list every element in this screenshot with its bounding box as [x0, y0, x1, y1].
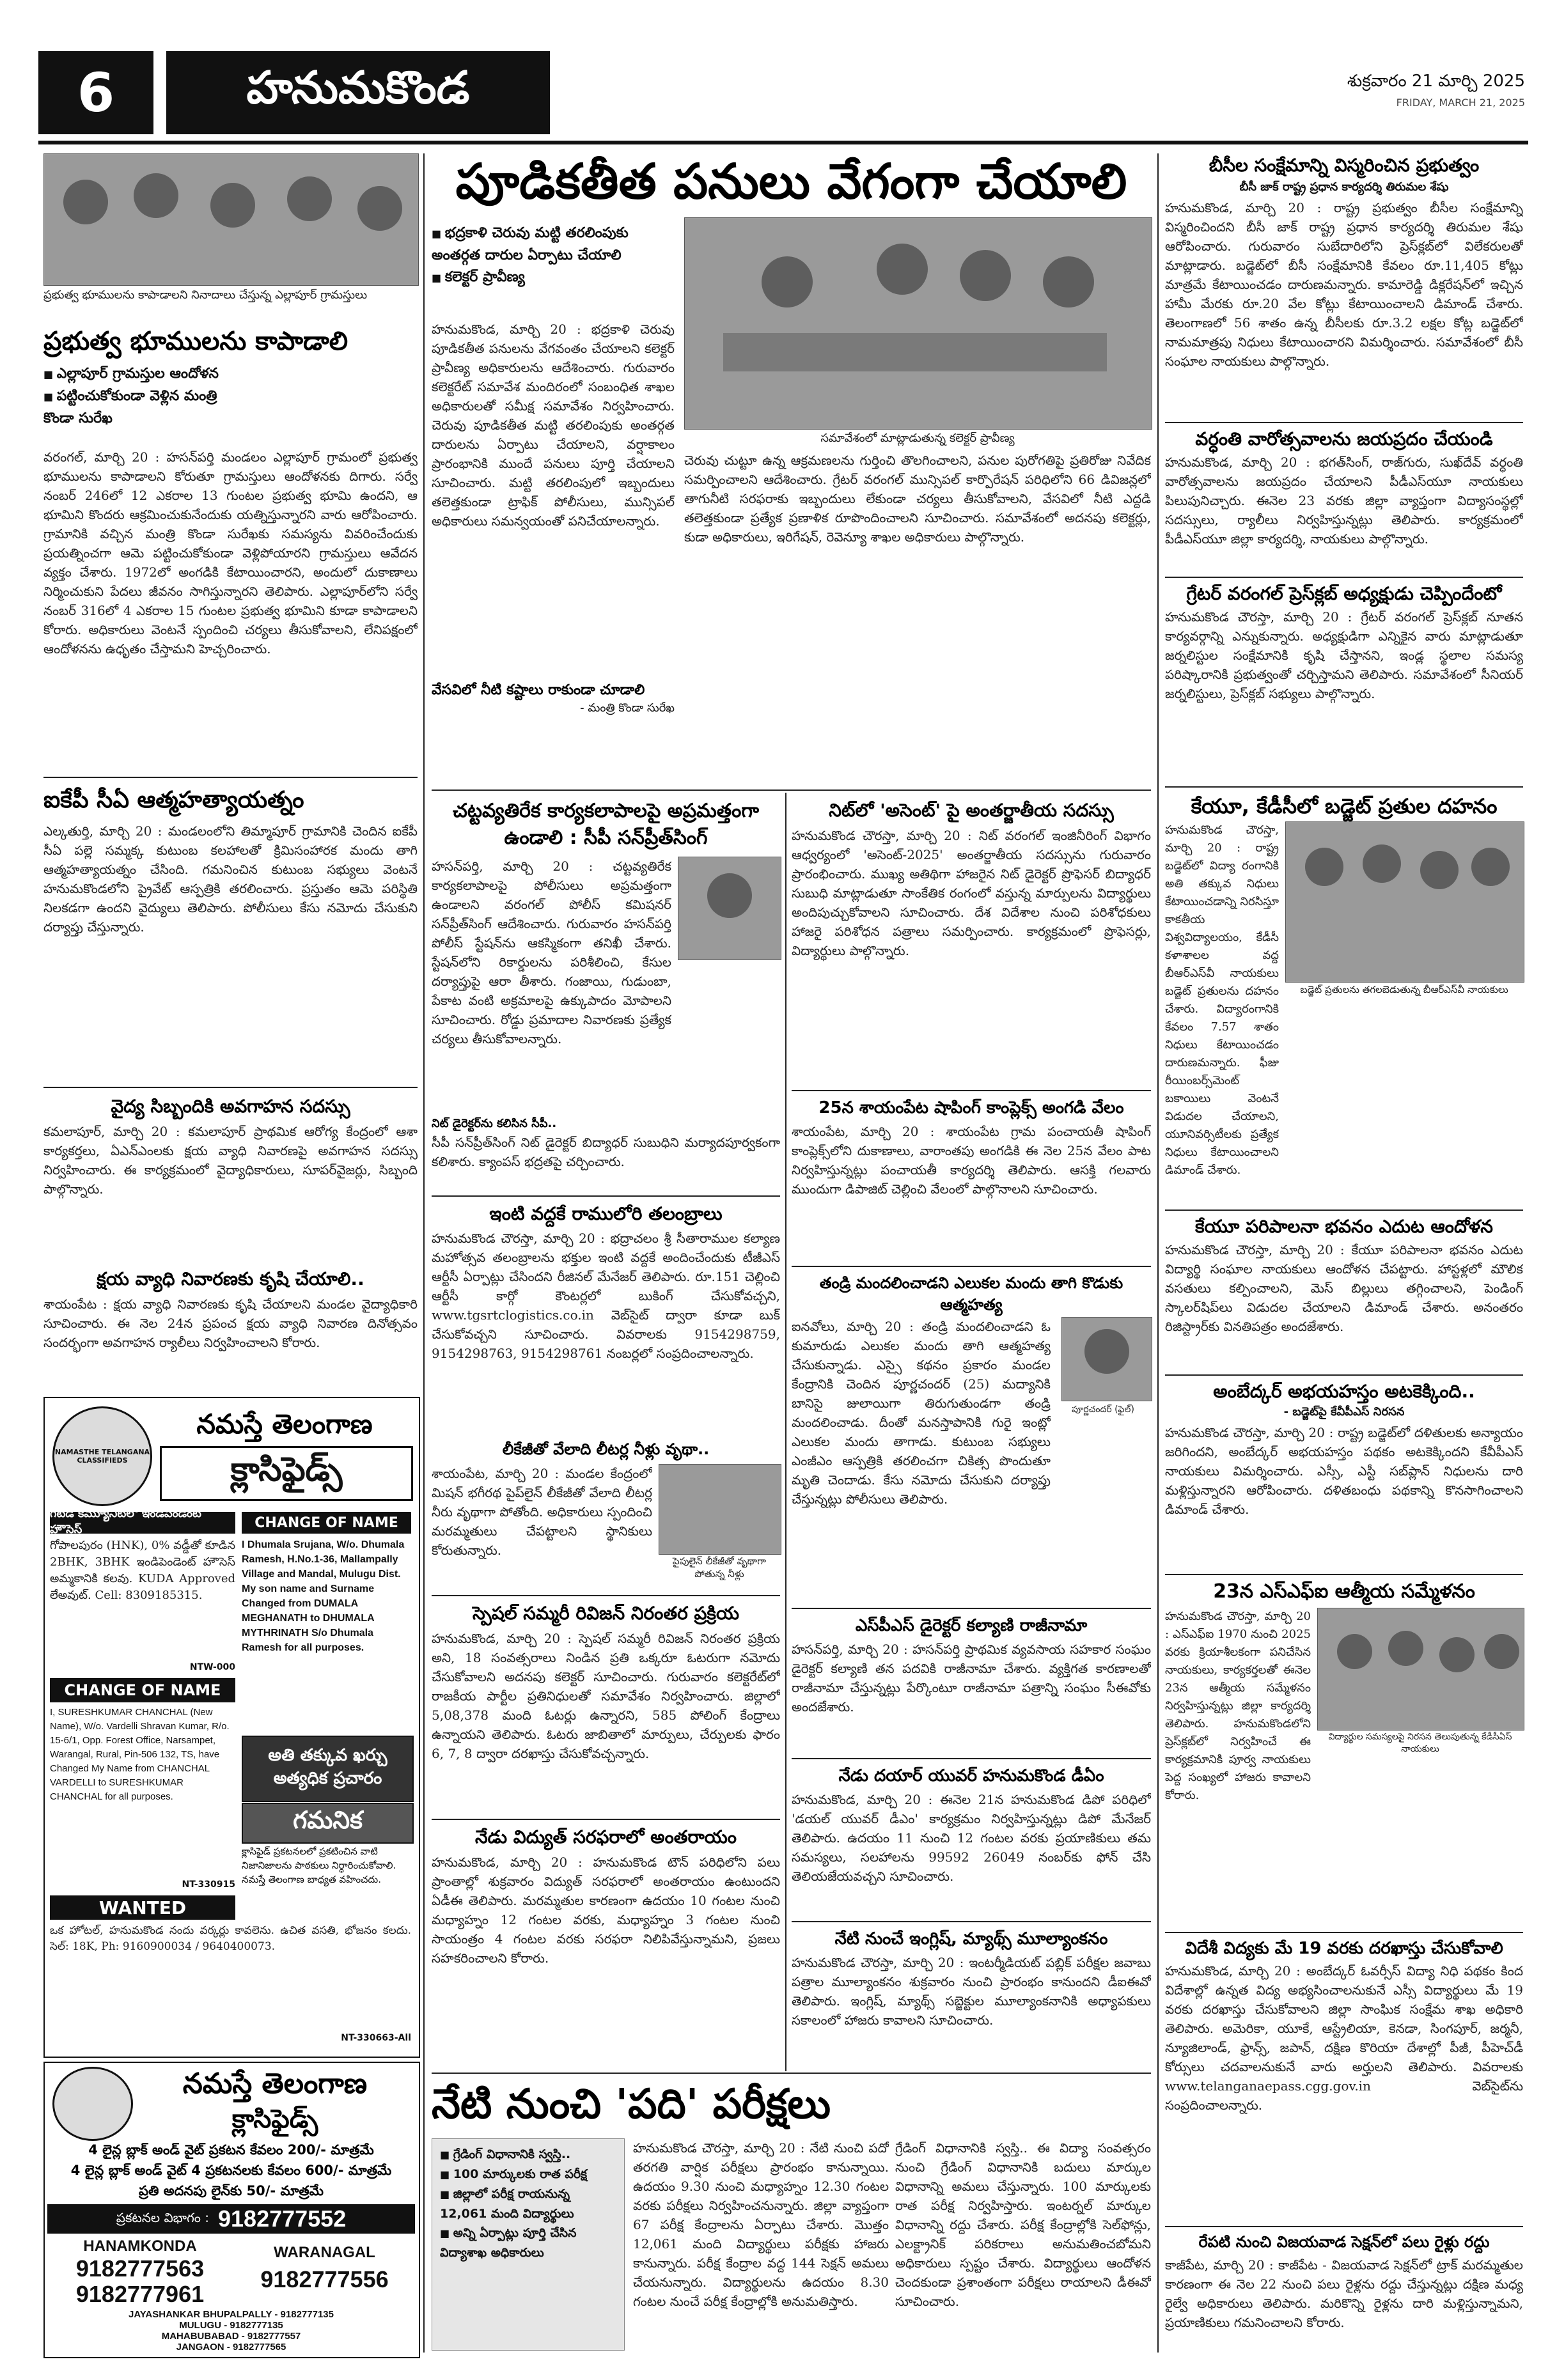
article-body: హనుమకొండ చౌరస్తా, మార్చి 20 : ఎస్‌ఎఫ్‌ఐ 1970 నుంచి 2025 వరకు క్రియాశీలకంగా పనిచేసిన నాయకులు, కార్యకర్తలతో ఈనెల 23న ఆత్మీయ సమ్మేళనం నిర్వహిస్తున్నట్లు జిల్లా కార్యదర్శి తెలిపారు. హనుమకొండలోని ప్రెస్‌క్లబ్‌లో నిర్వహించే ఈ కార్యక్రమానికి పూర్వ నాయకులు పెద్ద సంఖ్యలో హాజరు కావాలని కోరారు. [1165, 1610, 1311, 1802]
bullet-item: ■ పట్టించుకోకుండా వెళ్లిన మంత్రి కొండా సురేఖ [43, 385, 235, 430]
section-title: హనుమకొండ [166, 51, 550, 134]
headline: స్పెషల్ సమ్మరీ రివిజన్ నిరంతర ప్రక్రియ [472, 1603, 740, 1624]
article-body: హనుమకొండ చౌరస్తా, మార్చి 20 : భద్రాచలం శ్రీ సీతారాముల కల్యాణ మహోత్సవ తలంబ్రాలను భక్తుల ఇంటి వద్దకే అందించేందుకు టీజీఎస్ ఆర్టీసీ ఏర్పాట్లు చేసిందని రీజినల్ మేనేజర్ తెలిపారు. రూ.151 చెల్లించి ఆర్టీసీ కార్గో కౌంటర్లలో బుకింగ్ చేసుకోవచ్చని, www.tgsrtclogistics.co.in వెబ్‌సైట్ ద్వారా కూడా బుక్ చేసుకోవచ్చని సూచించారు. వివరాలకు 9154298759, 9154298763, 9154298761 నంబర్లలో సంప్రదించాలన్నారు. [432, 1231, 780, 1361]
photo-caption: బడ్జెట్ ప్రతులను తగలబెడుతున్న బీఆర్‌ఎస్‌వీ నాయకులు [1300, 984, 1508, 995]
divider [1165, 786, 1523, 788]
divider [1165, 1932, 1523, 1933]
bullet-item: ■ జిల్లాలో పరీక్ష రాయనున్న 12,061 మంది విద్యార్థులు [440, 2184, 619, 2223]
bullet-list [432, 222, 675, 289]
headline: నేడు విద్యుత్ సరఫరాలో అంతరాయం [474, 1826, 737, 1847]
commissioner-photo [678, 857, 781, 960]
headline: ఐకేపీ సీఏ ఆత్మహత్యాయత్నం [43, 787, 304, 813]
photo-caption: సమావేశంలో మాట్లాడుతున్న కలెక్టర్ ప్రావీణ్య [820, 432, 1015, 445]
article-body: ఎల్కతుర్తి, మార్చి 20 : మండలంలోని తిమ్మాపూర్ గ్రామానికి చెందిన ఐకేపీ సీఏ పల్లె సమ్మక్క కుటుంబ కలహాలతో క్రిమిసంహారక మందు తాగి ఆత్మహత్యాయత్నం చేసింది. గమనించిన కుటుంబ సభ్యులు వెంటనే హనుమకొండలోని ప్రైవేట్ ఆస్పత్రికి తరలించారు. ప్రస్తుతం ఆమె పరిస్థితి నిలకడగా ఉందని వైద్యులు తెలిపారు. పోలీసులు కేసు నమోదు చేసుకుని దర్యాప్తు చేస్తున్నారు. [43, 823, 418, 935]
byline: - బడ్జెట్‌పై కేవీపీఎస్ నిరసన [1283, 1405, 1405, 1419]
district-line: JANGAON - 9182777565 [176, 2342, 286, 2353]
headline: గ్రేటర్ వరంగల్ ప్రెస్‌క్లబ్ అధ్యక్షుడు చెప్పిందేంటో [1186, 583, 1502, 604]
ad-title: గేటెడ్ కమ్యూనిటీలో ఇండిపెండెంట్ హౌసెస్ [50, 1512, 235, 1534]
ad-department-bar [47, 2204, 415, 2234]
rate-line: 4 లైన్ల బ్లాక్ అండ్ వైట్ ప్రకటన కేవలం 200/- మాత్రమే [88, 2142, 374, 2158]
article-body: హసన్‌పర్తి, మార్చి 20 : చట్టవ్యతిరేక కార్యకలాపాలపై పోలీసులు అప్రమత్తంగా ఉండాలని వరంగల్ పోలీస్ కమిషనర్ సన్‌ప్రీత్‌సింగ్ ఆదేశించారు. గురువారం హసన్‌పర్తి పోలీస్ స్టేషన్‌ను ఆకస్మికంగా తనిఖీ చేశారు. స్టేషన్‌లోని రికార్డులను పరిశీలించి, కేసుల దర్యాప్తుపై ఆరా తీశారు. గంజాయి, గుడుంబా, పేకాట వంటి అక్రమాలపై ఉక్కుపాదం మోపాలని సూచించారు. రోడ్డు ప్రమాదాల నివారణకు ప్రత్యేక చర్యలు తీసుకోవాలన్నారు. [432, 859, 671, 1046]
office-phone: 9182777961 [75, 2281, 205, 2307]
office-phone: 9182777563 [75, 2255, 205, 2282]
divider [792, 1266, 1151, 1267]
photo-caption: పూర్ణచందర్ (ఫైల్) [1072, 1404, 1134, 1415]
byline: బీసీ జాక్ రాష్ట్ర ప్రధాన కార్యదర్శి తిరుమల శేషు [1239, 180, 1449, 194]
article-body: ఐనవోలు, మార్చి 20 : తండ్రి మందలించాడని ఓ కుమారుడు ఎలుకల మందు తాగి ఆత్మహత్య చేసుకున్నాడు. ఎస్సై కథనం ప్రకారం మండల కేంద్రానికి చెందిన పూర్ణచందర్ (25) మద్యానికి బానిసై జులాయిగా తిరుగుతుండగా తండ్రి మందలించాడు. దీంతో మనస్తాపానికి గురై ఇంట్లో ఎలుకల మందు తాగాడు. కుటుంబ సభ్యులు ఎంజీఎం ఆస్పత్రికి తరలించగా చికిత్స పొందుతూ మృతి చెందాడు. కేసు నమోదు చేసుకుని దర్యాప్తు చేస్తున్నట్లు పోలీసులు తెలిపారు. [792, 1319, 1051, 1507]
article-body: శాయంపేట : క్షయ వ్యాధి నివారణకు కృషి చేయాలని మండల వైద్యాధికారి సూచించారు. ఈ నెల 24న ప్రపంచ క్షయ వ్యాధి నివారణ దినోత్సవం సందర్భంగా అవగాహన ర్యాలీలు నిర్వహించాలని కోరారు. [43, 1296, 418, 1350]
divider [43, 1087, 418, 1088]
divider [792, 1758, 1151, 1759]
headline: అంబేద్కర్ అభయహస్తం అటకెక్కింది.. [1213, 1381, 1475, 1402]
article-body: కమలాపూర్, మార్చి 20 : కమలాపూర్ ప్రాథమిక ఆరోగ్య కేంద్రంలో ఆశా కార్యకర్తలు, ఏఎన్‌ఎంలకు క్షయ వ్యాధి నివారణపై అవగాహన సదస్సు నిర్వహించారు. ఈ కార్యక్రమంలో వైద్యాధికారులు, సూపర్‌వైజర్లు, సిబ్బంది పాల్గొన్నారు. [43, 1124, 418, 1197]
article-body: హనుమకొండ చౌరస్తా, మార్చి 20 : కేయూ పరిపాలనా భవనం ఎదుట విద్యార్థి సంఘాల నాయకులు ఆందోళన చేపట్టారు. హాస్టళ్లలో మౌలిక వసతులు కల్పించాలని, మెస్ బిల్లులు తగ్గించాలని, పెండింగ్ స్కాలర్‌షిప్‌లు విడుదల చేయాలని డిమాండ్ చేశారు. అనంతరం రిజిస్ట్రార్‌కు వినతిపత్రం అందజేశారు. [1165, 1242, 1523, 1334]
headline: క్షయ వ్యాధి నివారణకు కృషి చేయాలి.. [97, 1268, 364, 1289]
divider [432, 2073, 1151, 2074]
headline: 25న శాయంపేట షాపింగ్ కాంప్లెక్స్ అంగడి వేలం [818, 1098, 1124, 1117]
ad-code: NT-330663-All [341, 2033, 411, 2043]
article-body: సీపీ సన్‌ప్రీత్‌సింగ్ నిట్ డైరెక్టర్ బిద్యాధర్ సుబుధిని మర్యాదపూర్వకంగా కలిశారు. క్యాంపస్ భద్రతపై చర్చించారు. [432, 1135, 780, 1169]
lead-headline: పూడికతీత పనులు వేగంగా చేయాలి [455, 153, 1127, 210]
page-number: 6 [38, 51, 153, 134]
divider [1165, 577, 1523, 578]
leak-photo [659, 1464, 781, 1555]
headline: కేయూ పరిపాలనా భవనం ఎదుట ఆందోళన [1195, 1216, 1493, 1237]
column-divider [1157, 153, 1159, 2353]
divider [1165, 422, 1523, 423]
divider [1165, 2226, 1523, 2227]
article-body: హసన్‌పర్తి, మార్చి 20 : హసన్‌పర్తి ప్రాథమిక వ్యవసాయ సహకార సంఘం డైరెక్టర్ కల్యాణి తన పదవికి రాజీనామా చేశారు. వ్యక్తిగత కారణాలతో రాజీనామా చేస్తున్నట్లు పేర్కొంటూ రాజీనామా పత్రాన్ని సంఘం సీఈవోకు అందజేశారు. [792, 1642, 1151, 1715]
protest-photo [43, 153, 419, 286]
article-body: కాజీపేట, మార్చి 20 : కాజీపేట - విజయవాడ సెక్షన్‌లో ట్రాక్ మరమ్మతుల కారణంగా ఈ నెల 22 నుంచి పలు రైళ్లను రద్దు చేస్తున్నట్లు దక్షిణ మధ్య రైల్వే అధికారులు తెలిపారు. మరికొన్ని రైళ్లను దారి మళ్లిస్తున్నామని, ప్రయాణికులు గమనించాలని కోరారు. [1165, 2257, 1523, 2330]
headline: విదేశీ విద్యకు మే 19 వరకు దరఖాస్తు చేసుకోవాలి [1185, 1939, 1503, 1958]
change-of-name-title: CHANGE OF NAME [50, 1678, 235, 1702]
wanted-title: WANTED [50, 1895, 235, 1920]
photo-caption: పైపులైన్ లీకేజీతో వృథాగా పోతున్న నీళ్లు [672, 1555, 767, 1580]
classifieds-seal: NAMASTHE TELANGANA CLASSIFIEDS [52, 1406, 152, 1506]
subheadline: నిట్ డైరెక్టర్‌ను కలిసిన సీపీ.. [432, 1117, 557, 1130]
article-body: శాయంపేట, మార్చి 20 : శాయంపేట గ్రామ పంచాయతీ షాపింగ్ కాంప్లెక్స్‌లోని దుకాణాలు, వారాంతపు అంగడికి ఈ నెల 25న వేలం పాట నిర్వహిస్తున్నట్లు పంచాయతీ కార్యదర్శి తెలిపారు. ఆసక్తి గలవారు ముందుగా డిపాజిట్ చెల్లించి వేలంలో పాల్గొనాలని సూచించారు. [792, 1124, 1151, 1197]
office-label: WARANAGAL [274, 2244, 375, 2261]
headline: నేడు దయార్ యువర్ హనుమకొండ డీఏం [838, 1766, 1104, 1785]
bullet-list [440, 2145, 619, 2262]
article-body: గ్రేడింగ్ విధానానికి స్వస్తి.. ఈ విద్యా సంవత్సరం నుంచి గ్రేడింగ్ విధానానికి బదులు మార్కుల విధానాన్ని అమలు చేస్తున్నారు. 100 మార్కులకు రాత పరీక్ష నిర్వహిస్తారు. ఇంటర్నల్ మార్కుల విధానాన్ని రద్దు చేశారు. పరీక్ష కేంద్రాల్లోకి సెల్‌ఫోన్లు, ఎలక్ట్రానిక్ పరికరాలు అనుమతించబోమని అధికారులు స్పష్టం చేశారు. విద్యార్థులు ఆందోళన చెందకుండా ప్రశాంతంగా పరీక్షలు రాయాలని డీఈవో సూచించారు. [895, 2140, 1151, 2309]
headline: వర్ధంతి వారోత్సవాలను జయప్రదం చేయండి [1195, 428, 1493, 449]
column-divider [423, 153, 425, 2353]
divider [1165, 1574, 1523, 1575]
bullet-item: ■ భద్రకాళి చెరువు మట్టి తరలింపుకు అంతర్గత దారుల ఏర్పాటు చేయాలి [432, 222, 675, 267]
bullet-item: ■ కలెక్టర్ ప్రావీణ్య [432, 267, 675, 289]
divider [43, 777, 418, 778]
bullet-item: ■ గ్రేడింగ్ విధానానికి స్వస్తి.. [440, 2145, 619, 2165]
headline: తండ్రి మందలించాడని ఎలుకల మందు తాగి కొడుకు ఆత్మహత్య [819, 1274, 1123, 1314]
burning-budget-photo [1285, 821, 1524, 983]
bullet-item: ■ అన్ని ఏర్పాట్లు పూర్తి చేసిన విద్యాశాఖ అధికారులు [440, 2223, 619, 2262]
photo-caption: విద్యార్థుల సమస్యలపై నిరసన తెలుపుతున్న కేడీసీఏస్ నాయకులు [1328, 1732, 1512, 1754]
deceased-photo [1061, 1317, 1152, 1401]
photo-caption: ప్రభుత్వ భూములను కాపాడాలని నినాదాలు చేస్తున్న ఎల్లాపూర్ గ్రామస్తులు [43, 288, 368, 302]
district-line: JAYASHANKAR BHUPALPALLY - 9182777135 [129, 2309, 334, 2320]
ad-department-label: ప్రకటనల విభాగం : [116, 2209, 209, 2225]
divider [1165, 1209, 1523, 1211]
headline: వైద్య సిబ్బందికి అవగాహన సదస్సు [111, 1096, 350, 1117]
ad-body: గోపాలపురం (HNK), 0% వడ్డీతో కూడిన 2BHK, 3BHK ఇండిపెండెంట్ హౌసెస్ అమ్మకానికి కలవు. KUDA Approved లేఅవుట్. Cell: 8309185315. [50, 1539, 235, 1602]
classifieds-title: నమస్తే తెలంగాణ [196, 1408, 373, 1440]
divider [432, 1595, 780, 1596]
classifieds-subtitle: క్లాసిఫైడ్స్ [160, 1446, 413, 1501]
ad-department-phone: 9182777552 [218, 2205, 347, 2232]
divider [432, 1819, 780, 1820]
column-divider [785, 793, 786, 2071]
article-body: హనుమకొండ, మార్చి 20 : హనుమకొండ టౌన్ పరిధిలోని పలు ప్రాంతాల్లో శుక్రవారం విద్యుత్ సరఫరాలో అంతరాయం ఉంటుందని ఏడీఈ తెలిపారు. మరమ్మతుల కారణంగా ఉదయం 10 గంటల నుంచి మధ్యాహ్నం 12 గంటల వరకు, మధ్యాహ్నం 3 గంటల నుంచి సాయంత్రం 4 గంటల వరకు సరఫరా నిలిపివేస్తున్నామని, ప్రజలు సహకరించాలని కోరారు. [432, 1855, 780, 1966]
divider [792, 1608, 1151, 1609]
article-body: హనుమకొండ, మార్చి 20 : భగత్‌సింగ్, రాజ్‌గురు, సుఖ్‌దేవ్ వర్ధంతి వారోత్సవాలను జయప్రదం చేయాలని పీడీఎస్‌యూ నాయకులు పిలుపునిచ్చారు. ఈనెల 23 వరకు జిల్లా వ్యాప్తంగా విద్యాసంస్థల్లో సదస్సులు, ర్యాలీలు నిర్వహిస్తున్నట్లు తెలిపారు. కార్యక్రమంలో పీడీఎస్‌యూ జిల్లా కార్యదర్శి, నాయకులు పాల్గొన్నారు. [1165, 455, 1523, 547]
lead-subheadline: వేసవిలో నీటి కష్టాలు రాకుండా చూడాలి [432, 682, 645, 698]
rate-line: 4 లైన్ల బ్లాక్ అండ్ వైట్ 4 ప్రకటనలకు కేవలం 600/- మాత్రమే [70, 2163, 392, 2178]
headline: నేటి నుంచే ఇంగ్లిష్, మ్యాథ్స్ మూల్యాంకనం [834, 1929, 1108, 1948]
change-of-name-title: CHANGE OF NAME [242, 1512, 411, 1534]
ad-code: NT-330915 [182, 1879, 235, 1890]
divider [792, 1090, 1151, 1091]
classifieds-subtitle: క్లాసిఫైడ్స్ [231, 2104, 318, 2134]
promo-banner: అతి తక్కువ ఖర్చు అత్యధిక ప్రచారం [242, 1736, 414, 1802]
headline: ఎస్‌పీఎస్ డైరెక్టర్ కల్యాణి రాజీనామా [855, 1616, 1088, 1635]
headline: నేటి నుంచి 'పది' పరీక్షలు [432, 2081, 831, 2128]
article-body: హనుమకొండ, మార్చి 20 : రాష్ట్ర ప్రభుత్వం బీసీల సంక్షేమాన్ని విస్మరించిందని బీసీ జాక్ రాష్ట్ర ప్రధాన కార్యదర్శి తిరుమల శేషు ఆరోపించారు. గురువారం సుబేదారిలోని ప్రెస్‌క్లబ్‌లో విలేకరులతో మాట్లాడారు. బడ్జెట్‌లో బీసీ సంక్షేమానికి కేవలం రూ.11,405 కోట్లు మాత్రమే కేటాయించడం దారుణమన్నారు. కామారెడ్డి డిక్లరేషన్‌లో ఇచ్చిన హామీ మేరకు రూ.20 వేల కోట్లు కేటాయించాలని డిమాండ్ చేశారు. తెలంగాణలో 56 శాతం ఉన్న బీసీలకు రూ.3.2 లక్షల కోట్ల బడ్జెట్‌లో నామమాత్రపు నిధులు కేటాయించారని విమర్శించారు. సమావేశంలో బీసీ సంఘాల నాయకులు పాల్గొన్నారు. [1165, 200, 1523, 369]
article-body: హనుమకొండ చౌరస్తా, మార్చి 20 : రాష్ట్ర బడ్జెట్‌లో దళితులకు అన్యాయం జరిగిందని, అంబేద్కర్ అభయహస్తం పథకం అటకెక్కిందని కేవీపీఎస్ నాయకులు విమర్శించారు. ఎస్సీ, ఎస్టీ సబ్‌ప్లాన్ నిధులను దారి మళ్లిస్తున్నారని ఆరోపించారు. దళితబంధు పథకాన్ని కొనసాగించాలని డిమాండ్ చేశారు. [1165, 1425, 1523, 1517]
lead-body: హనుమకొండ, మార్చి 20 : భద్రకాళి చెరువు పూడికతీత పనులను వేగవంతం చేయాలని కలెక్టర్ ప్రావీణ్య అధికారులను ఆదేశించారు. గురువారం కలెక్టరేట్ సమావేశ మందిరంలో సంబంధిత శాఖల అధికారులతో సమీక్ష సమావేశం నిర్వహించారు. చెరువు పూడికతీత మట్టి తరలింపుకు అంతర్గత దారులను ఏర్పాటు చేయాలని, వర్షాకాలం ప్రారంభానికి ముందే పనులు పూర్తి చేయాలని సూచించారు. మట్టి తరలింపులో ఇబ్బందులు తలెత్తకుండా ట్రాఫిక్ పోలీసులు, మున్సిపల్ అధికారులు సమన్వయంతో పనిచేయాలన్నారు. [432, 322, 675, 529]
sfi-photo [1317, 1608, 1524, 1731]
article-body: హనుమకొండ చౌరస్తా, మార్చి 20 : రాష్ట్ర బడ్జెట్‌లో విద్యా రంగానికి అతి తక్కువ నిధులు కేటాయించడాన్ని నిరసిస్తూ కాకతీయ విశ్వవిద్యాలయం, కేడీసీ కళాశాలల వద్ద బీఆర్‌ఎస్‌వీ నాయకులు బడ్జెట్ ప్రతులను దహనం చేశారు. విద్యారంగానికి కేవలం 7.57 శాతం నిధులు కేటాయించడం దారుణమన్నారు. ఫీజు రీయింబర్స్‌మెంట్ బకాయిలు వెంటనే విడుదల చేయాలని, యూనివర్సిటీలకు ప్రత్యేక నిధులు కేటాయించాలని డిమాండ్ చేశారు. [1165, 823, 1279, 1177]
bullet-item: ■ 100 మార్కులకు రాత పరీక్ష [440, 2165, 619, 2184]
classifieds-title: నమస్తే తెలంగాణ [182, 2067, 368, 2100]
district-line: MAHABUBABAD - 9182777557 [161, 2331, 301, 2342]
notice-title: గమనిక [242, 1803, 414, 1844]
change-of-name-body: I, SURESHKUMAR CHANCHAL (New Name), W/o. Vardelli Shravan Kumar, R/o. 15-6/1, Opp. Forest Office, Narsampet, Warangal, Rural, Pin-506 132, TS, have Changed My Name from CHANCHAL VARDELLI to SURESHKUMAR CHANCHAL for all purposes. [50, 1707, 230, 1802]
headline: చట్టవ్యతిరేక కార్యకలాపాలపై అప్రమత్తంగా ఉండాలి : సీపీ సన్‌ప్రీత్‌సింగ్ [453, 800, 759, 849]
headline: ఇంటి వద్దకే రాములోరి తలంబ్రాలు [489, 1203, 723, 1224]
article-body: హనుమకొండ చౌరస్తా, మార్చి 20 : ఇంటర్మీడియట్ పబ్లిక్ పరీక్షల జవాబు పత్రాల మూల్యాంకనం శుక్రవారం నుంచి ప్రారంభం కానుందని డీఐఈవో తెలిపారు. ఇంగ్లిష్, మ్యాథ్స్ సబ్జెక్టుల మూల్యాంకనానికి అధ్యాపకులు సకాలంలో హాజరు కావాలని సూచించారు. [792, 1955, 1151, 2028]
headline: రేపటి నుంచి విజయవాడ సెక్షన్‌లో పలు రైళ్లు రద్దు [1198, 2233, 1490, 2251]
office-label: HANAMKONDA [83, 2237, 197, 2255]
article-body: హనుమకొండ చౌరస్తా, మార్చి 20 : గ్రేటర్ వరంగల్ ప్రెస్‌క్లబ్ నూతన కార్యవర్గాన్ని ఎన్నుకున్నారు. అధ్యక్షుడిగా ఎన్నికైన వారు మాట్లాడుతూ జర్నలిస్టుల సంక్షేమానికి కృషి చేస్తానని, ఇండ్ల స్థలాల సమస్య పరిష్కారానికి ప్రభుత్వంతో చర్చిస్తామని తెలిపారు. సమావేశంలో సీనియర్ జర్నలిస్టులు, ప్రెస్‌క్లబ్ సభ్యులు పాల్గొన్నారు. [1165, 609, 1523, 701]
article-body: హనుమకొండ, మార్చి 20 : అంబేద్కర్ ఓవర్సీస్ విద్యా నిధి పథకం కింద విదేశాల్లో ఉన్నత విద్య అభ్యసించాలనుకునే ఎస్సీ విద్యార్థులు మే 19 వరకు దరఖాస్తు చేసుకోవాలని జిల్లా సాంఘిక సంక్షేమ శాఖ అధికారి తెలిపారు. అమెరికా, యూకే, ఆస్ట్రేలియా, కెనడా, సింగపూర్, జర్మనీ, న్యూజిలాండ్, ఫ్రాన్స్, జపాన్, దక్షిణ కొరియా దేశాల్లో పీజీ, పీహెచ్‌డీ కోర్సులు చదవాలనుకునే వారు అర్హులని తెలిపారు. వివరాలకు www.telanganaepass.cgg.gov.in వెబ్‌సైట్‌ను సంప్రదించాలన్నారు. [1165, 1963, 1523, 2113]
office-phone: 9182777556 [260, 2266, 389, 2292]
article-body: శాయంపేట, మార్చి 20 : మండల కేంద్రంలో మిషన్ భగీరథ పైప్‌లైన్ లీకేజీతో వేలాది లీటర్ల నీరు వృథాగా పోతోంది. అధికారులు స్పందించి మరమ్మతులు చేపట్టాలని స్థానికులు కోరుతున్నారు. [432, 1466, 652, 1558]
bullet-item: ■ ఎల్లాపూర్ గ్రామస్తుల ఆందోళన [43, 363, 235, 385]
divider [432, 789, 1151, 791]
district-phones [47, 2309, 415, 2353]
wanted-body: ఒక హోటల్, హనుమకొండ నందు వర్కర్లు కావలెను. ఉచిత వసతి, భోజనం కలదు. సెల్: 18K, Ph: 9160900034 / 9640400073. [50, 1924, 411, 1953]
district-line: MULUGU - 9182777135 [179, 2320, 283, 2331]
date-telugu: శుక్రవారం 21 మార్చి 2025 [1347, 72, 1525, 91]
divider [1165, 1374, 1523, 1376]
lead-body: చెరువు చుట్టూ ఉన్న ఆక్రమణలను గుర్తించి తొలగించాలని, పనుల పురోగతిపై ప్రతిరోజు నివేదిక సమర్పించాలని ఆదేశించారు. గ్రేటర్ వరంగల్ మున్సిపల్ కార్పొరేషన్ పరిధిలోని 66 డివిజన్లలో తాగునీటి సరఫరాకు ఇబ్బందులు లేకుండా చర్యలు తీసుకోవాలని, వేసవిలో నీటి ఎద్దడి తలెత్తకుండా ప్రత్యేక ప్రణాళిక రూపొందించాలని సూచించారు. సమావేశంలో అదనపు కలెక్టర్లు, కుడా అధికారులు, ఇరిగేషన్, రెవెన్యూ శాఖల అధికారులు పాల్గొన్నారు. [684, 453, 1151, 545]
rate-line: ప్రతి అదనపు లైన్‌కు 50/- మాత్రమే [139, 2183, 324, 2198]
headline: బీసీల సంక్షేమాన్ని విస్మరించిన ప్రభుత్వం [1209, 155, 1480, 176]
headline: నిట్‌లో 'అసెంట్' పై అంతర్జాతీయ సదస్సు [829, 800, 1114, 821]
lead-byline: - మంత్రి కొండా సురేఖ [580, 701, 675, 715]
headline: ప్రభుత్వ భూములను కాపాడాలి [43, 327, 348, 356]
headline: కేయూ, కేడీసీలో బడ్జెట్ ప్రతుల దహనం [1191, 794, 1498, 818]
article-body: హనుమకొండ చౌరస్తా, మార్చి 20 : నిట్ వరంగల్ ఇంజినీరింగ్ విభాగం ఆధ్వర్యంలో 'అసెంట్-2025' అంతర్జాతీయ సదస్సును గురువారం ప్రారంభించారు. ముఖ్య అతిథిగా హాజరైన నిట్ డైరెక్టర్ ప్రొఫెసర్ బిద్యాధర్ సుబుధి మాట్లాడుతూ సాంకేతిక రంగంలో వస్తున్న మార్పులను విద్యార్థులు అందిపుచ్చుకోవాలని సూచించారు. దేశ విదేశాల నుంచి పరిశోధకులు హాజరై పరిశోధన పత్రాలు సమర్పించారు. కార్యక్రమంలో ప్రొఫెసర్లు, విద్యార్థులు పాల్గొన్నారు. [792, 828, 1151, 958]
dateline [1347, 70, 1525, 114]
article-body: హనుమకొండ, మార్చి 20 : ఈనెల 21న హనుమకొండ డిపో పరిధిలో 'డయల్ యువర్ డీఎం' కార్యక్రమం నిర్వహిస్తున్నట్లు డిపో మేనేజర్ తెలిపారు. ఉదయం 11 నుంచి 12 గంటల వరకు ప్రయాణికులు తమ సమస్యలు, సలహాలను 99592 26049 నంబర్‌కు ఫోన్ చేసి తెలియజేయవచ్చని సూచించారు. [792, 1792, 1151, 1884]
subheadline: లీకేజీతో వేలాది లీటర్ల నీళ్లు వృథా.. [502, 1440, 710, 1458]
classifieds-seal [52, 2067, 133, 2141]
divider [792, 1921, 1151, 1922]
article-body: వరంగల్, మార్చి 20 : హసన్‌పర్తి మండలం ఎల్లాపూర్ గ్రామంలో ప్రభుత్వ భూములను కాపాడాలని కోరుతూ గ్రామస్తులు ఆందోళనకు దిగారు. సర్వే నంబర్ 246లో 12 ఎకరాల 13 గుంటల ప్రభుత్వ భూమి ఉందని, ఆ భూమిని కొందరు ఆక్రమించుకునేందుకు యత్నిస్తున్నారని వారు ఆరోపించారు. గ్రామానికి వచ్చిన మంత్రి కొండా సురేఖకు సమస్యను వివరించేందుకు ప్రయత్నించగా ఆమె పట్టించుకోకుండా వెళ్లిపోయారని గ్రామస్తులు ఆవేదన వ్యక్తం చేశారు. 1972లో అంగడికి కేటాయించారని, అందులో దుకాణాలు నిర్మించుకుని పేదలు జీవనం సాగిస్తున్నారని తెలిపారు. ఎల్లాపూర్‌లోని సర్వే నంబర్ 316లో 4 ఎకరాల 15 గుంటల ప్రభుత్వ భూమిని కూడా కాపాడాలని కోరారు. అధికారులు వెంటనే స్పందించి చర్యలు తీసుకోవాలని, లేనిపక్షంలో ఆందోళనను ఉధృతం చేస్తామని హెచ్చరించారు. [43, 449, 418, 657]
ad-code: NTW-000 [189, 1662, 235, 1672]
change-of-name-body: I Dhumala Srujana, W/o. Dhumala Ramesh, H.No.1-36, Mallampally Village and Mandal, Mulugu Dist. My son name and Surname Changed from DUMALA MEGHANATH to DHUMALA MYTHRINATH S/o Dhumala Ramesh for all purposes. [242, 1539, 405, 1653]
article-body: హనుమకొండ, మార్చి 20 : స్పెషల్ సమ్మరీ రివిజన్ నిరంతర ప్రక్రియ అని, 18 సంవత్సరాలు నిండిన ప్రతి ఒక్కరూ ఓటరుగా నమోదు చేసుకోవాలని అదనపు కలెక్టర్ సూచించారు. గురువారం కలెక్టరేట్‌లో రాజకీయ పార్టీల ప్రతినిధులతో సమావేశం నిర్వహించారు. జిల్లాలో 5,08,378 మంది ఓటర్లు ఉన్నారని, 585 పోలింగ్ కేంద్రాలు ఉన్నాయని తెలిపారు. ఓటరు జాబితాలో మార్పులు, చేర్పులకు ఫారం 6, 7, 8 ద్వారా దరఖాస్తు చేసుకోవచ్చన్నారు. [432, 1631, 780, 1761]
headline: 23న ఎస్‌ఎఫ్‌ఐ ఆత్మీయ సమ్మేళనం [1213, 1580, 1475, 1603]
notice-body: క్లాసిఫైడ్ ప్రకటనలలో ప్రకటించిన వాటి నిజానిజాలను పాఠకులు నిర్ధారించుకోవాలి. నమస్తే తెలంగాణ బాధ్యత వహించదు. [242, 1846, 396, 1885]
divider [432, 1195, 780, 1197]
bullet-list [43, 363, 235, 430]
meeting-photo [684, 217, 1152, 430]
date-english: FRIDAY, MARCH 21, 2025 [1396, 97, 1525, 109]
article-body: హనుమకొండ చౌరస్తా, మార్చి 20 : నేటి నుంచి పదో తరగతి వార్షిక పరీక్షలు ప్రారంభం కానున్నాయి. ఉదయం 9.30 నుంచి మధ్యాహ్నం 12.30 గంటల వరకు పరీక్షలు నిర్వహించనున్నారు. జిల్లా వ్యాప్తంగా 67 పరీక్ష కేంద్రాలను ఏర్పాటు చేశారు. మొత్తం 12,061 మంది విద్యార్థులు పరీక్షకు హాజరు కానున్నారు. పరీక్ష కేంద్రాల వద్ద 144 సెక్షన్ అమలు చేయనున్నారు. విద్యార్థులను ఉదయం 8.30 గంటల నుంచే పరీక్ష కేంద్రాల్లోకి అనుమతిస్తారు. [633, 2140, 889, 2309]
